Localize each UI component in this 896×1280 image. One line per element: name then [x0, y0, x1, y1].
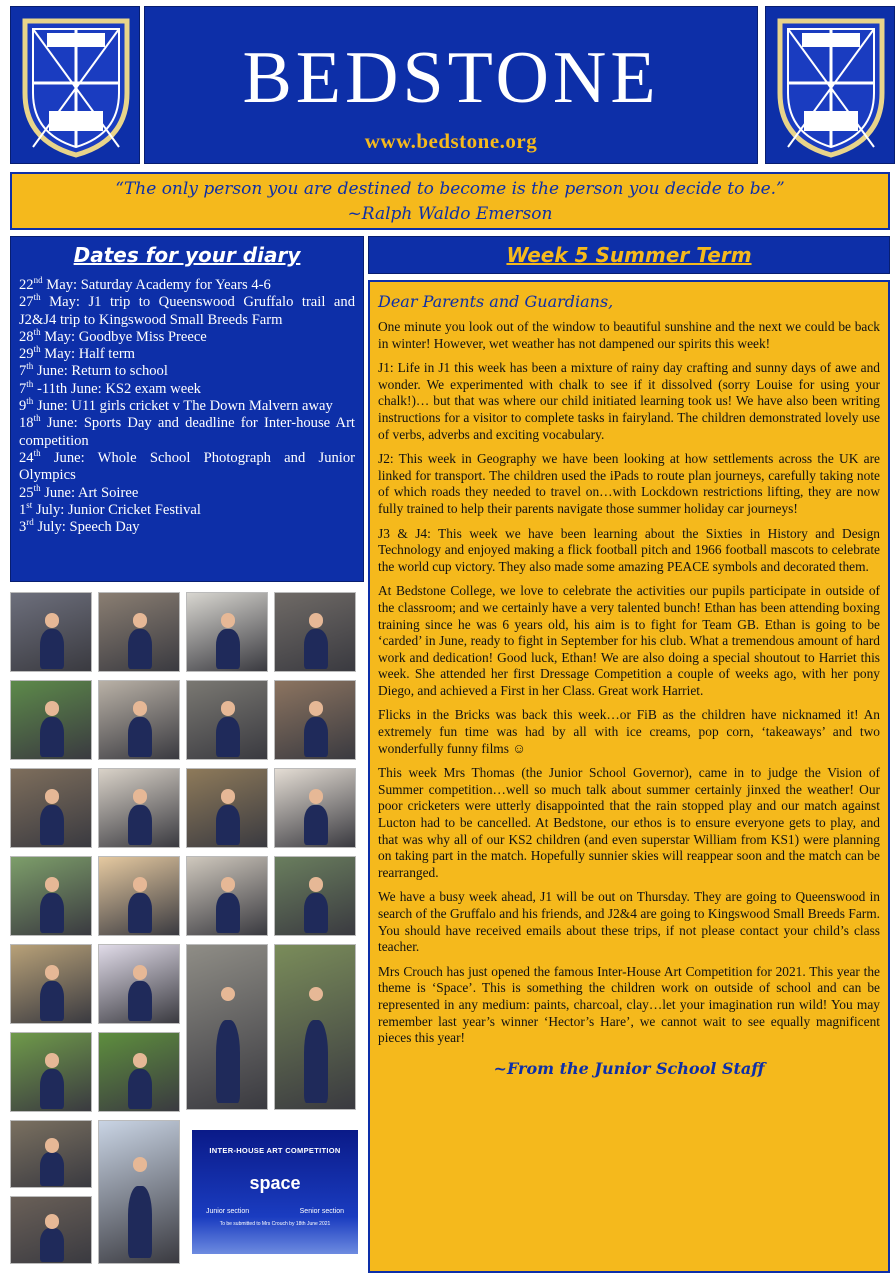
diary-item-suffix: rd [26, 517, 34, 528]
diary-item-day: 22 [19, 277, 34, 293]
diary-item-text: May: Half term [40, 346, 136, 363]
diary-item-suffix: th [33, 413, 41, 424]
poster-junior: Junior section [206, 1208, 250, 1215]
salutation: Dear Parents and Guardians, [378, 292, 614, 311]
photo-tile [10, 768, 92, 848]
diary-item [19, 329, 355, 346]
photo-tile [98, 856, 180, 936]
diary-item [19, 294, 355, 329]
diary-item-suffix: th [33, 448, 41, 459]
photo-tile [98, 1032, 180, 1112]
diary-item-day: 18 [19, 415, 34, 432]
diary-item-day: 25 [19, 484, 34, 501]
photo-tile [274, 768, 356, 848]
diary-item [19, 363, 355, 380]
diary-item-day: 24 [19, 449, 34, 466]
quote-banner [10, 172, 890, 230]
school-title: BEDSTONE [242, 37, 660, 119]
poster-title: INTER-HOUSE ART COMPETITION [209, 1146, 341, 1155]
diary-item-day: 7 [19, 380, 27, 397]
letter-paragraph: At Bedstone College, we love to celebrate the activities our pupils participate in outside of the classroom; and we certainly have a very talented bunch! Ethan has been attending boxing training since he was 6 years old, his aim is to fight for Team GB. Ethan is going to be ‘carded’ in June, ready to fight in September for his club. What a tremendous amount of hard work and dedication! Good luck, Ethan! We are also doing a special shoutout to Harriet this week. She attended her first Dressage Competition a couple of weeks ago, with her pony Diego, and achieved a First in her Class. Great work Harriet. [378, 583, 880, 698]
diary-title: Dates for your diary [73, 243, 301, 267]
diary-item-day: 29 [19, 346, 34, 363]
crest-left [10, 6, 140, 164]
photo-tile [186, 680, 268, 760]
photo-tile [10, 856, 92, 936]
diary-item-text: May: Saturday Academy for Years 4-6 [42, 277, 271, 293]
diary-item-text: May: Goodbye Miss Preece [40, 328, 207, 345]
diary-item [19, 482, 355, 502]
diary-item [19, 277, 355, 294]
diary-item-day: 27 [19, 294, 34, 311]
diary-item [19, 450, 355, 485]
quote-text: “The only person you are destined to become is the person you decide to be.” [115, 179, 785, 199]
photo-tile [98, 944, 180, 1024]
diary-item-suffix: nd [33, 275, 43, 286]
letter-paragraph: J2: This week in Geography we have been looking at how settlements across the UK are linked for transport. The children used the iPads to route plan journeys, carefully taking note of which roads they needed to travel on…with Lockdown restrictions lifting, they are now fully trained to help their parents navigate those summer holiday car journeys! [378, 451, 880, 516]
school-url[interactable]: www.bedstone.org [364, 129, 538, 153]
masthead [144, 6, 758, 164]
letter-paragraph: One minute you look out of the window to beautiful sunshine and the next we could be back in winter! However, wet weather has not dampened our spirits this week! [378, 319, 880, 351]
diary-item-suffix: th [26, 378, 34, 389]
diary-item [19, 378, 355, 398]
letter-paragraph: This week Mrs Thomas (the Junior School Governor), came in to judge the Vision of Summer competition…well so much talk about summer certainly jinxed the weather! Our poor cricketers were utterly disappointed that the rain stopped play and our match against Lucton had to be cancelled. At Bedstone, our ethos is to ensure everyone gets to play, and that was why all of our KS2 children (and even superstar William from KS1) were planning on taking part in the match. Hopefully sunnier skies will reappear soon and the match can be rearranged. [378, 765, 880, 880]
diary-list [19, 277, 355, 536]
diary-item-suffix: st [26, 500, 33, 510]
diary-item-text: July: Junior Cricket Festival [32, 501, 201, 518]
diary-item-day: 3 [19, 519, 27, 536]
diary-item [19, 502, 355, 519]
crest-right [765, 6, 895, 164]
photo-tile [186, 944, 268, 1110]
photo-tile [98, 680, 180, 760]
term-title: Week 5 Summer Term [506, 243, 752, 267]
photo-tile [186, 768, 268, 848]
signoff: ~From the Junior School Staff [493, 1058, 765, 1078]
photo-tile [10, 1032, 92, 1112]
school-crest-icon [774, 13, 888, 159]
photo-tile [10, 680, 92, 760]
diary-item-text: June: U11 girls cricket v The Down Malvern away [33, 398, 333, 415]
diary-item [19, 346, 355, 363]
photo-tile [98, 768, 180, 848]
letter-body [378, 319, 880, 1047]
photo-grid [10, 592, 360, 1272]
photo-tile [10, 1196, 92, 1264]
poster-theme: space [249, 1173, 301, 1193]
photo-tile [98, 592, 180, 672]
letter-paragraph: We have a busy week ahead, J1 will be out on Thursday. They are going to Queenswood in search of the Gruffalo and his friends, and J2&4 are going to Kingswood Small Breeds Farm. You should have received emails about these trips, if not please contact your child’s class teacher. [378, 889, 880, 955]
letter-paragraph: Mrs Crouch has just opened the famous Inter-House Art Competition for 2021. This year the theme is ‘Space’. This is something the children work on outside of school and can be represented in any medium: paints, charcoal, clay…let your imagination run wild! You may remember last year’s winner ‘Hector’s Hare’, we cannot wait to see equally magnificent pieces this year! [378, 963, 880, 1046]
photo-tile [98, 1120, 180, 1264]
photo-tile [274, 592, 356, 672]
photo-tile [274, 680, 356, 760]
diary-item-suffix: th [26, 361, 34, 372]
diary-item-day: 1 [19, 501, 27, 518]
photo-tile [10, 592, 92, 672]
letter-paragraph: J3 & J4: This week we have been learning about the Sixties in History and Design Technology and enjoyed making a flick football pitch and 1966 football mascots to celebrate the world cup victory. They also made some amazing PEACE symbols and decorated them. [378, 525, 880, 574]
diary-item-suffix: th [26, 396, 34, 407]
letter-paragraph: Flicks in the Bricks was back this week…or FiB as the children have nicknamed it! An extremely fun time was had by all with ice creams, pop corn, ‘takeaways’ and two wonderfully funny films ☺ [378, 707, 880, 756]
term-banner [368, 236, 890, 274]
diary-item-text: June: Sports Day and deadline for Inter-house Art competition [19, 415, 355, 449]
school-crest-icon [19, 13, 133, 159]
diary-item-text: July: Speech Day [33, 519, 140, 536]
photo-tile [274, 856, 356, 936]
diary-item-text: June: Whole School Photograph and Junior Olympics [19, 449, 355, 484]
photo-tile [274, 944, 356, 1110]
diary-item-text: June: Art Soiree [40, 484, 139, 501]
diary-item [19, 415, 355, 450]
diary-item-suffix: th [33, 482, 41, 493]
photo-tile [10, 944, 92, 1024]
diary-item-suffix: th [33, 344, 41, 355]
diary-box [10, 236, 364, 582]
diary-item [19, 398, 355, 415]
photo-tile [186, 592, 268, 672]
letter-box [368, 280, 890, 1273]
photo-tile [10, 1120, 92, 1188]
diary-item-day: 7 [19, 363, 27, 380]
poster-note: To be submitted to Mrs Crouch by 18th June 2021 [219, 1221, 331, 1227]
letter-paragraph: J1: Life in J1 this week has been a mixture of rainy day crafting and sunny days of awe and wonder. We experimented with chalk to see if it dissolved (sorry Louise for using your chalk!)… but that was where our child initiated learning took us! We have also been writing instructions for a visitor to complete tasks in fairyland. The children demonstrated lovely use of verbs, adverbs and exciting vocabulary. [378, 360, 880, 442]
diary-item-text: May: J1 trip to Queenswood Gruffalo trail and J2&J4 trip to Kingswood Small Breeds Farm [19, 294, 355, 328]
photo-tile [186, 856, 268, 936]
poster-senior: Senior section [299, 1208, 344, 1215]
diary-item-suffix: th [33, 292, 41, 303]
diary-item-text: June: Return to school [33, 363, 168, 380]
quote-author: ~Ralph Waldo Emerson [347, 204, 553, 224]
diary-item-suffix: th [33, 327, 41, 338]
diary-item-day: 9 [19, 398, 27, 415]
diary-item-day: 28 [19, 328, 34, 345]
diary-item-text: -11th June: KS2 exam week [33, 380, 201, 397]
art-competition-poster [192, 1130, 358, 1254]
diary-item [19, 519, 355, 536]
